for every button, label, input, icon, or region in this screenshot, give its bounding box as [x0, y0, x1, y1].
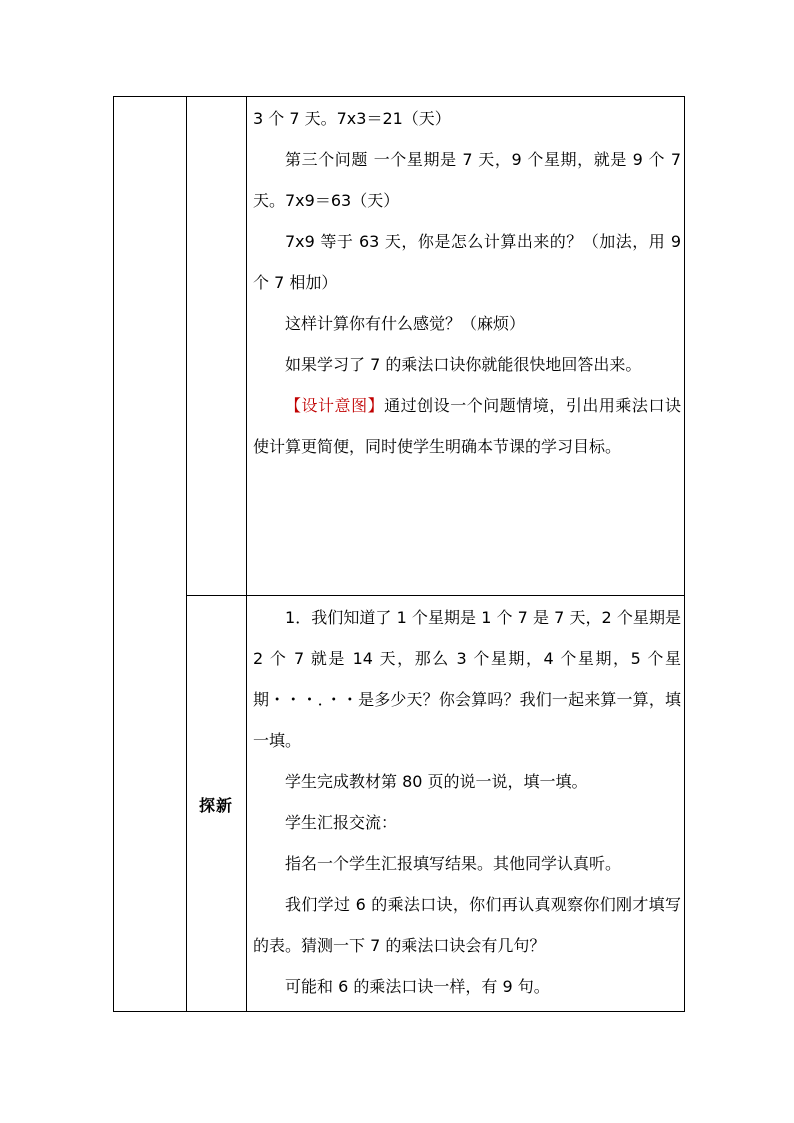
paragraph: 7x9 等于 63 天，你是怎么计算出来的？（加法，用 9 个 7 相加）: [253, 232, 681, 292]
paragraph: 学生汇报交流：: [285, 813, 398, 832]
stage-label: 探新: [199, 796, 234, 815]
paragraph: 可能和 6 的乘法口诀一样，有 9 句。: [285, 977, 550, 996]
section1-content: [253, 98, 681, 467]
paragraph: 第三个问题 一个星期是 7 天，9 个星期，就是 9 个 7 天。7x9＝63（天）: [253, 150, 681, 210]
paragraph: 学生完成教材第 80 页的说一说，填一填。: [285, 772, 588, 791]
paragraph: 这样计算你有什么感觉？（麻烦）: [285, 314, 526, 333]
design-intent-tag: 【设计意图】: [285, 396, 385, 415]
paragraph: 指名一个学生汇报填写结果。其他同学认真听。: [285, 854, 622, 873]
paragraph: 如果学习了 7 的乘法口诀你就能很快地回答出来。: [285, 355, 642, 374]
design-intent-paragraph: [253, 385, 681, 467]
paragraph: 1．我们知道了 1 个星期是 1 个 7 是 7 天，2 个星期是 2 个 7 就是 14 天，那么 3 个星期，4 个星期，5 个星期・・・．・・是多少天？你会算吗？我们一起来算一算，填一填。: [253, 608, 681, 750]
design-intent-text: 通过创设一个问题情境，引出用乘法口诀使计算更简便，同时使学生明确本节课的学习目标。: [253, 396, 681, 456]
column-divider-2: [246, 97, 247, 1011]
column-divider-1: [186, 97, 187, 1011]
section2-content: [253, 597, 681, 1007]
paragraph: 我们学过 6 的乘法口诀，你们再认真观察你们刚才填写的表。猜测一下 7 的乘法口诀会有几句？: [253, 895, 681, 955]
row-divider: [186, 595, 684, 596]
paragraph: 3 个 7 天。7x3＝21（天）: [253, 109, 451, 128]
